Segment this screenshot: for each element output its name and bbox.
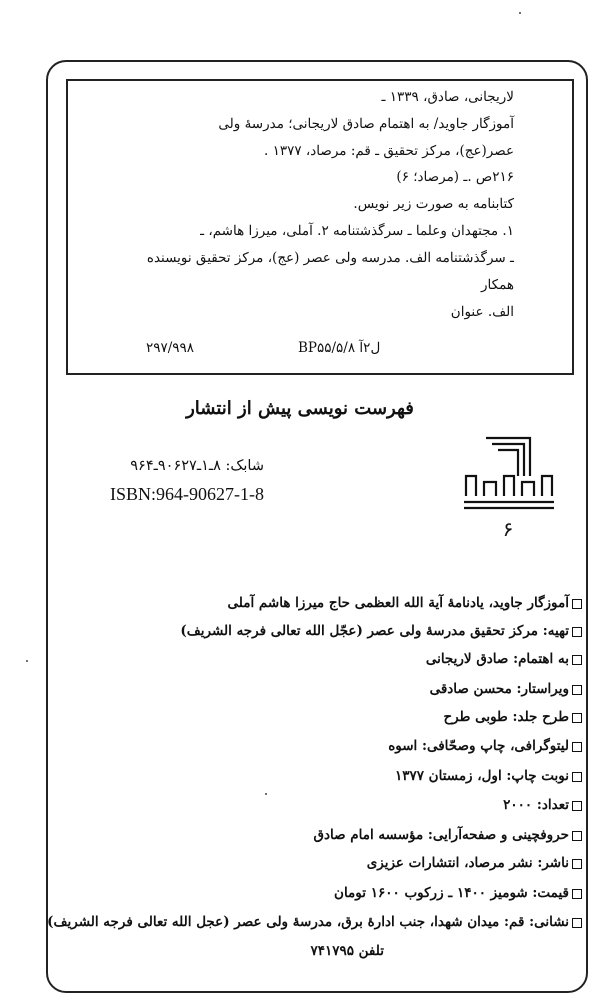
catalog-line: کتابنامه به صورت زیر نویس. bbox=[353, 196, 514, 212]
series-number: ۶ bbox=[502, 517, 514, 541]
bullet-square-icon bbox=[572, 918, 582, 928]
lc-call-number: BP۵۵/۵/ل۲آ ۸ bbox=[298, 340, 381, 356]
catalog-line: آموزگار جاوید/ به اهتمام صادق لاریجانی؛ مدرسهٔ ولی bbox=[218, 116, 514, 132]
info-line: به اهتمام: صادق لاریجانی bbox=[426, 651, 582, 667]
catalog-line: الف. عنوان bbox=[450, 304, 514, 320]
info-line: ناشر: نشر مرصاد، انتشارات عزیزی bbox=[367, 855, 582, 871]
dewey-number: ۲۹۷/۹۹۸ bbox=[146, 340, 195, 356]
bullet-square-icon bbox=[572, 801, 582, 811]
marsad-logo-icon bbox=[458, 432, 558, 542]
info-line: تهیه: مرکز تحقیق مدرسهٔ ولی عصر (عجّل الله تعالی فرجه الشریف) bbox=[180, 623, 582, 639]
info-line: لیتوگرافی، چاپ وصحّافی: اسوه bbox=[388, 738, 582, 754]
catalog-line: ۲۱۶ص .ـ (مرصاد؛ ۶) bbox=[396, 169, 514, 185]
catalog-line: ـ سرگذشتنامه الف. مدرسه ولی عصر (عج)، مرکز تحقیق نویسنده bbox=[146, 250, 514, 266]
bullet-square-icon bbox=[572, 655, 582, 665]
scan-speck bbox=[26, 660, 28, 662]
info-line: ویراستار: محسن صادقی bbox=[430, 681, 582, 697]
bullet-square-icon bbox=[572, 889, 582, 899]
info-line: طرح جلد: طوبی طرح bbox=[443, 709, 582, 725]
info-line: نوبت چاپ: اول، زمستان ۱۳۷۷ bbox=[395, 768, 582, 784]
catalog-line: ۱. مجتهدان وعلما ـ سرگذشتنامه ۲. آملی، میرزا هاشم، ـ bbox=[200, 223, 514, 239]
bullet-square-icon bbox=[572, 685, 582, 695]
info-line: قیمت: شومیز ۱۴۰۰ ـ زرکوب ۱۶۰۰ تومان bbox=[334, 885, 582, 901]
scan-speck bbox=[265, 793, 267, 795]
info-line: نشانی: قم: میدان شهدا، جنب ادارهٔ برق، مدرسهٔ ولی عصر (عجل الله تعالی فرجه الشریف) bbox=[47, 914, 582, 930]
bullet-square-icon bbox=[572, 859, 582, 869]
catalog-line: لاریجانی، صادق، ۱۳۳۹ ـ bbox=[381, 89, 514, 105]
scan-speck bbox=[519, 12, 521, 14]
bullet-square-icon bbox=[572, 627, 582, 637]
shabak-number: شابک: ۸ـ۱ـ۹۰۶۲۷ـ۹۶۴ bbox=[130, 458, 264, 474]
bullet-square-icon bbox=[572, 713, 582, 723]
bullet-square-icon bbox=[572, 831, 582, 841]
bullet-square-icon bbox=[572, 772, 582, 782]
phone-number: تلفن ۷۴۱۷۹۵ bbox=[310, 943, 384, 959]
page-title: فهرست نویسی پیش از انتشار bbox=[186, 398, 414, 419]
catalog-line: همکار bbox=[480, 277, 514, 293]
info-line: حروفچینی و صفحه‌آرایی: مؤسسه امام صادق bbox=[314, 827, 582, 843]
info-line: تعداد: ۲۰۰۰ bbox=[503, 797, 582, 813]
catalog-line: عصر(عج)، مرکز تحقیق ـ قم: مرصاد، ۱۳۷۷ . bbox=[264, 143, 514, 159]
bullet-square-icon bbox=[572, 742, 582, 752]
publisher-logo bbox=[458, 432, 558, 542]
info-line: آموزگار جاوید، یادنامهٔ آیة الله العظمی حاج میرزا هاشم آملی bbox=[228, 595, 583, 611]
isbn-number: ISBN:964-90627-1-8 bbox=[110, 484, 264, 504]
bullet-square-icon bbox=[572, 599, 582, 609]
